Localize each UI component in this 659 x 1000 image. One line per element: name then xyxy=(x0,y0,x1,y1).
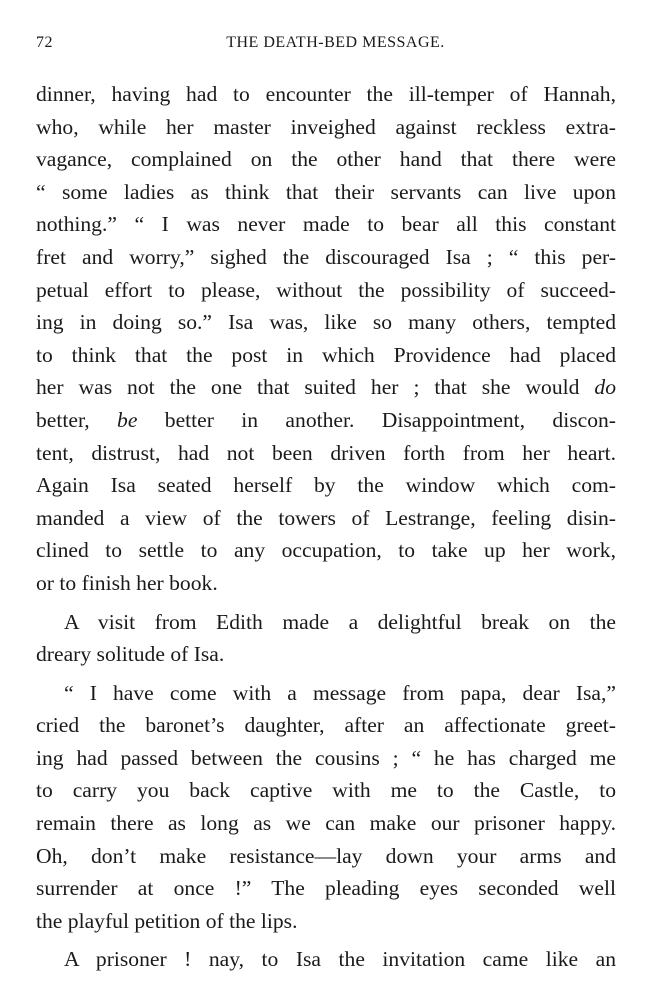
text-line: who, while her master inveighed against reckless extra- xyxy=(36,114,616,139)
text-line: fret and worry,” sighed the discouraged Isa ; “ this per- xyxy=(36,244,616,269)
text-line: dinner, having had to encounter the ill-temper of Hannah, xyxy=(36,82,616,106)
text-line: her was not the one that suited her ; that she would do xyxy=(36,375,616,400)
body-text xyxy=(36,78,616,976)
text-line: to carry you back captive with me to the Castle, to xyxy=(36,778,616,803)
text-line: surrender at once !” The pleading eyes seconded well xyxy=(36,876,616,901)
text-line: clined to settle to any occupation, to take up her work, xyxy=(36,538,616,563)
text-line: ing in doing so.” Isa was, like so many others, tempted xyxy=(36,310,616,335)
text-line: dreary solitude of Isa. xyxy=(36,642,225,667)
paragraph xyxy=(36,606,616,671)
text-line: vagance, complained on the other hand that there were xyxy=(36,147,616,172)
text-line: ing had passed between the cousins ; “ he has charged me xyxy=(36,745,616,770)
text-line: nothing.” “ I was never made to bear all this constant xyxy=(36,212,616,237)
paragraph xyxy=(36,677,616,938)
text-line: cried the baronet’s daughter, after an affectionate greet- xyxy=(36,713,616,738)
text-line: remain there as long as we can make our prisoner happy. xyxy=(36,811,616,836)
text-line: the playful petition of the lips. xyxy=(36,908,298,933)
text-line: A prisoner ! nay, to Isa the invitation came like an xyxy=(64,947,616,972)
text-line: Again Isa seated herself by the window which com- xyxy=(36,473,616,498)
text-line: or to finish her book. xyxy=(36,570,218,595)
text-line: better, be better in another. Disappointment, discon- xyxy=(36,407,616,432)
paragraph xyxy=(36,943,616,976)
running-title: THE DEATH-BED MESSAGE. xyxy=(226,34,445,51)
text-line: tent, distrust, had not been driven forth from her heart. xyxy=(36,440,616,465)
text-line: to think that the post in which Providence had placed xyxy=(36,342,616,367)
text-line: manded a view of the towers of Lestrange, feeling disin- xyxy=(36,505,616,530)
paragraph xyxy=(36,78,616,600)
page-number: 72 xyxy=(36,34,53,51)
text-line: “ I have come with a message from papa, dear Isa,” xyxy=(64,680,616,705)
text-line: Oh, don’t make resistance—lay down your arms and xyxy=(36,843,616,868)
text-line: petual effort to please, without the possibility of succeed- xyxy=(36,277,616,302)
running-head xyxy=(36,34,617,56)
text-line: “ some ladies as think that their servants can live upon xyxy=(36,179,616,204)
text-line: A visit from Edith made a delightful break on the xyxy=(64,609,616,634)
